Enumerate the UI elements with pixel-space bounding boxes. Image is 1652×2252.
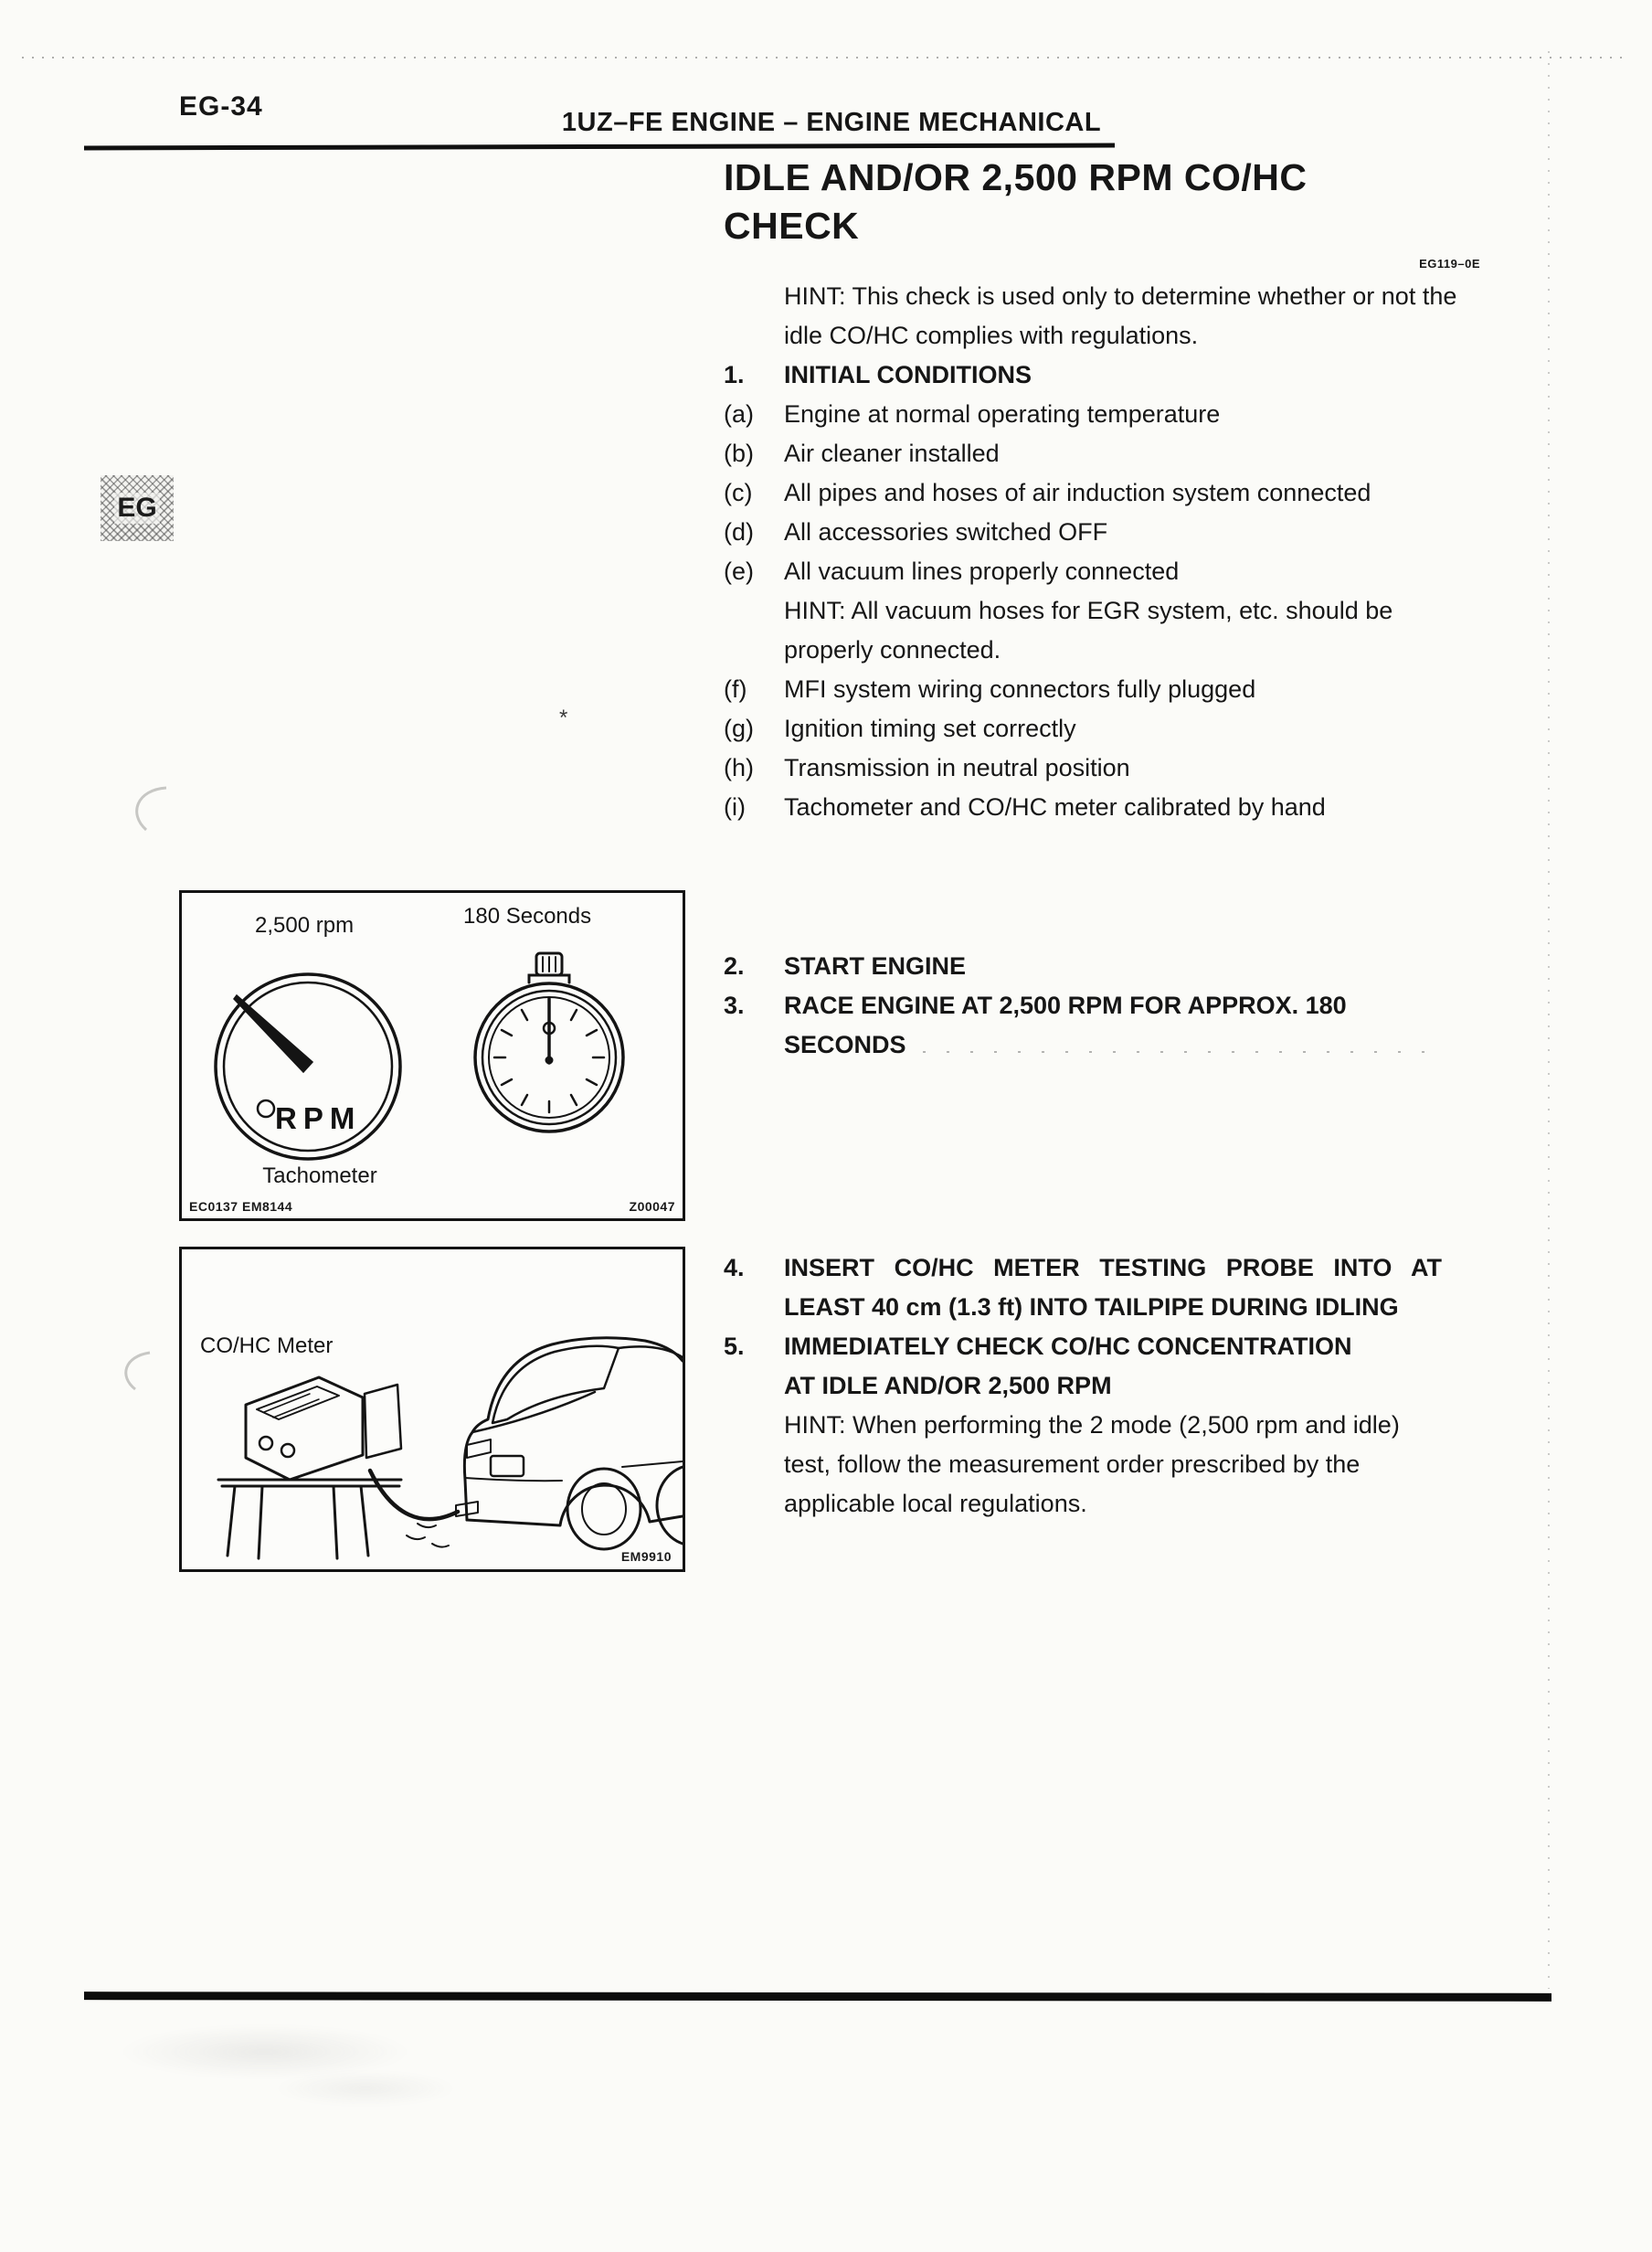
procedure-steps-2-3 [724,947,1482,1065]
tachometer-pivot [258,1100,274,1117]
procedure-steps-4-5 [724,1248,1482,1524]
condition-letter: (d) [724,518,754,546]
condition-item [724,552,1482,591]
scan-pencil-arc [119,777,183,841]
page-title [724,154,1307,250]
procedure-initial-conditions [724,277,1482,827]
step-2 [724,947,1482,986]
stopwatch-icon [475,953,623,1131]
header-title: 1UZ–FE ENGINE – ENGINE MECHANICAL [561,108,1102,137]
step-5-hint: HINT: When performing the 2 mode (2,500 rpm and idle) test, follow the measurement order prescribed by the applicable local regulations. [784,1411,1400,1517]
condition-text: Engine at normal operating temperature [784,400,1221,428]
step-number: 4. [724,1254,745,1281]
figure-code-right: Z00047 [629,1199,675,1214]
scan-dotted-line-top [22,57,1626,58]
step-number: 3. [724,992,745,1019]
step-label: RACE ENGINE AT 2,500 RPM FOR APPROX. 180 SECONDS [784,992,1347,1058]
cohc-meter-car-illustration [182,1249,683,1569]
condition-letter: (a) [724,400,754,428]
condition-text: All pipes and hoses of air induction system connected [784,479,1371,506]
cohc-meter-label: CO/HC Meter [200,1333,334,1358]
condition-text: HINT: All vacuum hoses for EGR system, etc. should be properly connected. [784,597,1393,664]
condition-item [724,749,1482,788]
section-tab-eg [101,475,174,541]
condition-letter: (f) [724,675,747,703]
figure-cohc-meter-car [179,1247,685,1572]
page-title-line1: IDLE AND/OR 2,500 RPM CO/HC [724,156,1308,198]
tachometer-needle [234,995,312,1072]
condition-text: Air cleaner installed [784,440,1000,467]
condition-item [724,670,1482,709]
step-label: INSERT CO/HC METER TESTING PROBE INTO AT LEAST 40 cm (1.3 ft) INTO TAILPIPE DURING IDLING [784,1254,1442,1321]
step-label: IMMEDIATELY CHECK CO/HC CONCENTRATION AT IDLE AND/OR 2,500 RPM [784,1333,1352,1399]
condition-letter: (g) [724,715,754,742]
step-label: START ENGINE [784,952,967,980]
step-1 [724,356,1482,395]
condition-text: All vacuum lines properly connected [784,558,1180,585]
step-3 [724,986,1482,1065]
step-5 [724,1327,1482,1406]
condition-text: MFI system wiring connectors fully plugged [784,675,1256,703]
page-bottom-rule [84,1992,1551,2002]
condition-item [724,434,1482,473]
step-number: 2. [724,952,745,980]
gauge-unit-label: RPM [275,1101,362,1135]
page-title-line2: CHECK [724,205,860,247]
condition-item [724,709,1482,749]
car-rear-wheel [567,1469,641,1549]
figure-code: EM9910 [620,1549,672,1564]
scan-star-mark: * [559,706,568,730]
car-front-wheel [657,1465,683,1546]
scan-dotted-line-right [1548,51,1550,1989]
condition-text: All accessories switched OFF [784,518,1108,546]
step-number: 5. [724,1333,745,1360]
condition-letter: (b) [724,440,754,467]
scan-pencil-arc [110,1344,164,1398]
probe-hose [370,1471,458,1519]
scan-smudge [274,2070,457,2107]
condition-item [724,513,1482,552]
condition-item [724,473,1482,513]
page-number: EG-34 [179,91,263,122]
condition-text: Tachometer and CO/HC meter calibrated by hand [784,793,1326,821]
condition-text: Transmission in neutral position [784,754,1130,781]
cohc-meter-icon [218,1377,401,1558]
section-tab-label: EG [114,493,159,524]
step-label: INITIAL CONDITIONS [784,361,1032,388]
condition-letter: (c) [724,479,753,506]
condition-item [724,395,1482,434]
step-4 [724,1248,1482,1327]
condition-letter: (e) [724,558,754,585]
exhaust-dashes [407,1524,449,1547]
condition-letter: (h) [724,754,754,781]
condition-letter: (i) [724,793,746,821]
condition-item [724,788,1482,827]
stopwatch-value-label: 180 Seconds [463,904,592,929]
figure-tachometer-stopwatch [179,890,685,1221]
condition-hint [724,591,1482,670]
figure-code-left: EC0137 EM8144 [189,1199,293,1214]
condition-text: Ignition timing set correctly [784,715,1076,742]
gauge-value-label: 2,500 rpm [255,913,355,938]
step-number: 1. [724,361,745,388]
car-icon [456,1338,683,1549]
tachometer-caption: Tachometer [262,1163,377,1188]
intro-hint: HINT: This check is used only to determine whether or not the idle CO/HC complies with regulations. [784,282,1457,349]
reference-code: EG119–0E [1419,257,1480,271]
header-rule [84,143,1115,151]
